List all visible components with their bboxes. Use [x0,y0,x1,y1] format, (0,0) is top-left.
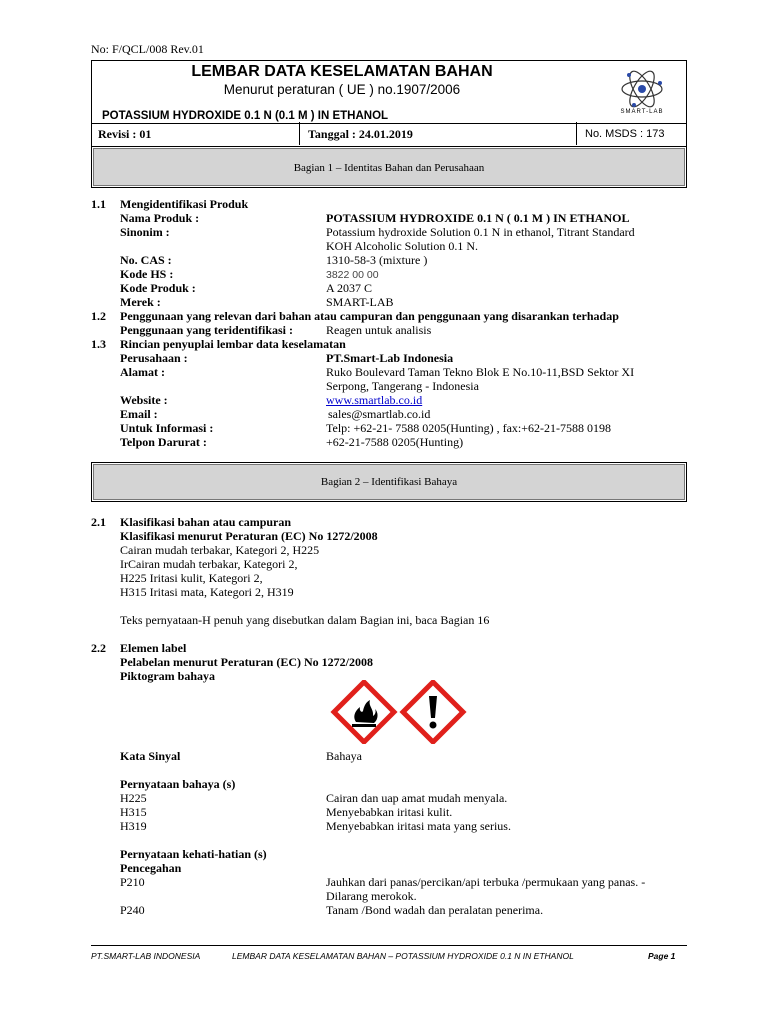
hazard-code: H225 [120,791,147,805]
hs-code-label: Kode HS : [120,267,174,281]
footer-document: LEMBAR DATA KESELAMATAN BAHAN – POTASSIUM HYDROXIDE 0.1 N IN ETHANOL [232,951,574,961]
section-1-3-title: Rincian penyuplai lembar data keselamatan [120,337,346,351]
address-value-2: Serpong, Tangerang - Indonesia [326,379,479,393]
website-label: Website : [120,393,168,407]
product-code-label: Kode Produk : [120,281,196,295]
hazard-code: H315 [120,805,147,819]
footer-divider [91,945,687,946]
section-2-1-number: 2.1 [91,515,106,529]
section-2-1-title: Klasifikasi bahan atau campuran [120,515,292,529]
header-divider [92,146,686,147]
classification-line: H315 Iritasi mata, Kategori 2, H319 [120,585,294,599]
emergency-phone-label: Telpon Darurat : [120,435,207,449]
hazard-text: Cairan dan uap amat mudah menyala. [326,791,508,805]
footer-page-number: Page 1 [648,951,676,961]
synonym-value: Potassium hydroxide Solution 0.1 N in ethanol, Titrant Standard [326,225,635,239]
section-1-3-number: 1.3 [91,337,106,351]
classification-line: Cairan mudah terbakar, Kategori 2, H225 [120,543,320,557]
hazard-statements-title: Pernyataan bahaya (s) [120,777,236,791]
document-number: No: F/QCL/008 Rev.01 [91,42,204,56]
synonym-value-2: KOH Alcoholic Solution 0.1 N. [326,239,478,253]
section-1-2-title: Penggunaan yang relevan dari bahan atau campuran dan penggunaan yang disarankan terhadap [120,309,619,323]
hazard-text: Menyebabkan iritasi mata yang serius. [326,819,511,833]
section-2-box [91,462,687,502]
header-divider [92,123,686,124]
precaution-text-2: Dilarang merokok. [326,889,417,903]
header-box [91,60,687,188]
h-statement-note: Teks pernyataan-H penuh yang disebutkan dalam Bagian ini, baca Bagian 16 [120,613,490,627]
smart-lab-logo [597,61,687,121]
date: Tanggal : 24.01.2019 [308,127,413,141]
product-name-label: Nama Produk : [120,211,200,225]
section-1-1-number: 1.1 [91,197,106,211]
hazard-code: H319 [120,819,147,833]
email-value: sales@smartlab.co.id [328,407,431,421]
brand-label: Merek : [120,295,161,309]
prevention-title: Pencegahan [120,861,182,875]
identified-use-value: Reagen untuk analisis [326,323,432,337]
page-subtitle: Menurut peraturan ( UE ) no.1907/2006 [223,82,461,97]
cas-value: 1310-58-3 (mixture ) [326,253,428,267]
company-label: Perusahaan : [120,351,188,365]
signal-word-label: Kata Sinyal [120,749,181,763]
hs-code-value: 3822 00 00 [326,269,379,281]
precaution-statements-title: Pernyataan kehati-hatian (s) [120,847,267,861]
synonym-label: Sinonim : [120,225,170,239]
info-value: Telp: +62-21- 7588 0205(Hunting) , fax:+62-21-7588 0198 [326,421,611,435]
precaution-code: P240 [120,903,145,917]
classification-line: H225 Iritasi kulit, Kategori 2, [120,571,263,585]
page-title: LEMBAR DATA KESELAMATAN BAHAN [191,63,493,80]
product-name-value: POTASSIUM HYDROXIDE 0.1 N ( 0.1 M ) IN ETHANOL [326,211,630,225]
logo-text: SMART-LAB [620,109,664,115]
flame-icon [324,680,404,744]
revision: Revisi : 01 [98,127,152,141]
emergency-phone-value: +62-21-7588 0205(Hunting) [326,435,464,449]
address-value: Ruko Boulevard Taman Tekno Blok E No.10-11,BSD Sektor XI [326,365,635,379]
msds-number: No. MSDS : 173 [585,128,665,140]
product-title: POTASSIUM HYDROXIDE 0.1 N (0.1 M ) IN ETHANOL [102,110,389,122]
signal-word-value: Bahaya [326,749,362,763]
precaution-code: P210 [120,875,145,889]
email-label: Email : [120,407,158,421]
identified-use-label: Penggunaan yang teridentifikasi : [120,323,294,337]
footer-company: PT.SMART-LAB INDONESIA [91,951,201,961]
brand-value: SMART-LAB [326,295,394,309]
section-2-2-title: Elemen label [120,641,187,655]
pictogram-label: Piktogram bahaya [120,669,216,683]
section-1-bar: Bagian 1 – Identitas Bahan dan Perusahaan [93,148,685,186]
section-2-bar: Bagian 2 – Identifikasi Bahaya [93,464,685,500]
exclamation-icon [393,680,473,744]
website-link[interactable]: www.smartlab.co.id [326,393,423,407]
section-1-1-title: Mengidentifikasi Produk [120,197,249,211]
header-separator [299,122,300,145]
info-label: Untuk Informasi : [120,421,214,435]
cas-label: No. CAS : [120,253,172,267]
company-value: PT.Smart-Lab Indonesia [326,351,454,365]
section-2-1-subtitle: Klasifikasi menurut Peraturan (EC) No 1272/2008 [120,529,378,543]
header-separator [576,122,577,145]
hazard-text: Menyebabkan iritasi kulit. [326,805,453,819]
section-2-2-subtitle: Pelabelan menurut Peraturan (EC) No 1272/2008 [120,655,373,669]
section-1-2-number: 1.2 [91,309,106,323]
classification-line: IrCairan mudah terbakar, Kategori 2, [120,557,298,571]
precaution-text: Jauhkan dari panas/percikan/api terbuka /permukaan yang panas. - [326,875,646,889]
product-code-value: A 2037 C [326,281,373,295]
section-2-2-number: 2.2 [91,641,106,655]
precaution-text: Tanam /Bond wadah dan peralatan penerima. [326,903,544,917]
address-label: Alamat : [120,365,165,379]
